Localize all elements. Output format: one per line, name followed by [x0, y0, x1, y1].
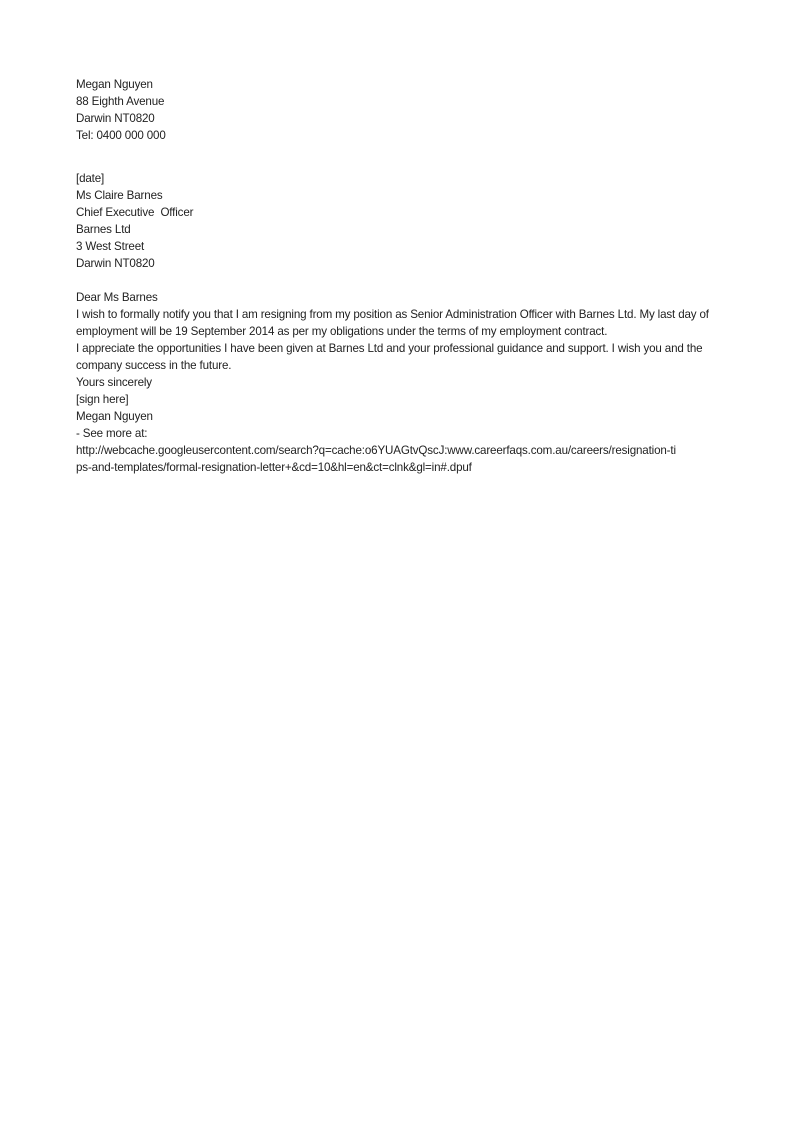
recipient-block: [76, 187, 718, 272]
sender-name: Megan Nguyen: [76, 78, 153, 91]
recipient-company: Barnes Ltd: [76, 223, 131, 236]
date-placeholder: [date]: [76, 172, 105, 185]
body-paragraph-1: I wish to formally notify you that I am resigning from my position as Senior Administration Officer with Barnes Ltd. My last day of employment will be 19 September 2014 as per my obligations under the terms of my employment contract.: [76, 308, 709, 338]
spacer: [76, 272, 718, 289]
recipient-address-line1: 3 West Street: [76, 240, 145, 253]
recipient-address-line2: Darwin NT0820: [76, 257, 155, 270]
sender-phone: Tel: 0400 000 000: [76, 129, 166, 142]
spacer: [76, 144, 718, 170]
body-paragraph-2: I appreciate the opportunities I have been given at Barnes Ltd and your professional guidance and support. I wish you and the company success in the future.: [76, 342, 703, 372]
source-url-line2[interactable]: ps-and-templates/formal-resignation-letter+&cd=10&hl=en&ct=clnk&gl=in#.dpuf: [76, 461, 472, 474]
signer-name: Megan Nguyen: [76, 410, 153, 423]
sender-block: [76, 76, 718, 144]
see-more-block: [76, 425, 718, 476]
recipient-title: Chief Executive Officer: [76, 206, 194, 219]
resignation-letter: [76, 76, 718, 476]
sender-address-line2: Darwin NT0820: [76, 112, 155, 125]
see-more-label: - See more at:: [76, 427, 148, 440]
signature-placeholder: [sign here]: [76, 393, 129, 406]
closing: Yours sincerely: [76, 376, 152, 389]
sender-address-line1: 88 Eighth Avenue: [76, 95, 165, 108]
salutation: Dear Ms Barnes: [76, 291, 158, 304]
source-url-line1[interactable]: http://webcache.googleusercontent.com/search?q=cache:o6YUAGtvQscJ:www.careerfaqs.com.au/careers/resignation-ti: [76, 444, 676, 457]
recipient-name: Ms Claire Barnes: [76, 189, 163, 202]
